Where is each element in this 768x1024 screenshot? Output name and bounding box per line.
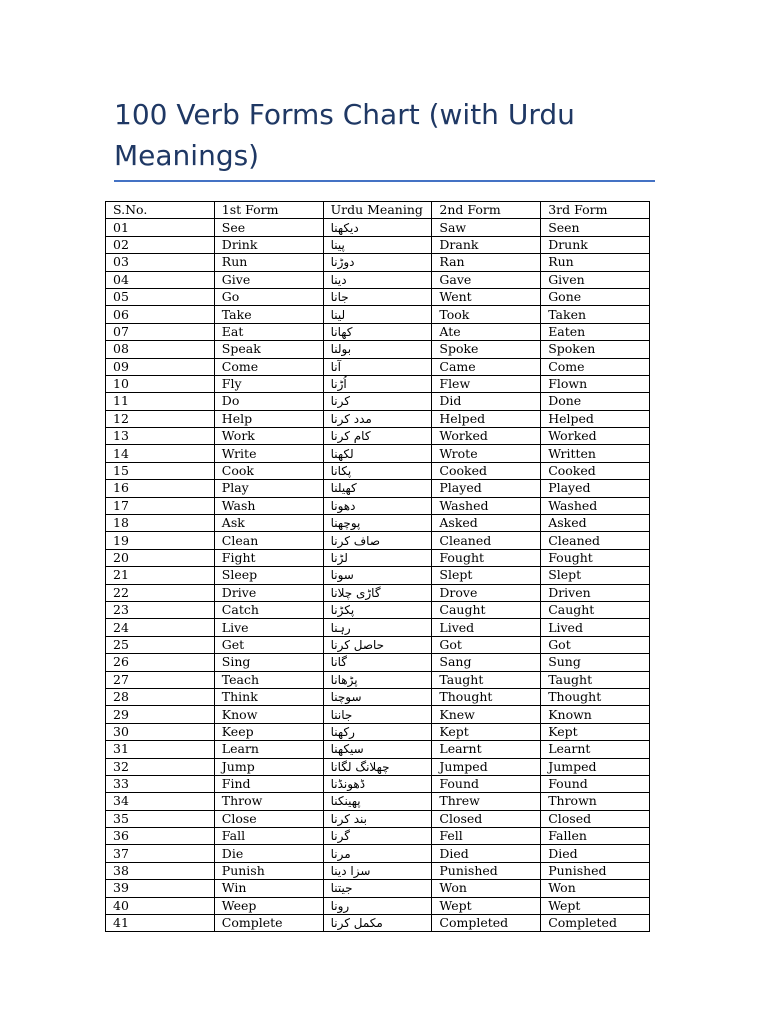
urdu-text: رونا — [330, 898, 350, 913]
table-row — [106, 445, 650, 462]
table-row — [106, 862, 650, 879]
cell-third-form: Cleaned — [541, 532, 650, 549]
cell-sno: 07 — [106, 323, 215, 340]
cell-third-form: Kept — [541, 723, 650, 740]
cell-urdu-meaning — [323, 897, 432, 914]
table-row — [106, 497, 650, 514]
cell-second-form: Did — [432, 393, 541, 410]
cell-third-form: Run — [541, 254, 650, 271]
cell-urdu-meaning — [323, 515, 432, 532]
cell-third-form: Given — [541, 271, 650, 288]
table-row — [106, 219, 650, 236]
cell-first-form: Ask — [214, 515, 323, 532]
cell-urdu-meaning — [323, 741, 432, 758]
urdu-text: کرنا — [330, 394, 350, 409]
cell-third-form: Worked — [541, 428, 650, 445]
cell-second-form: Cooked — [432, 462, 541, 479]
urdu-text: دوڑنا — [330, 255, 355, 270]
urdu-text: چھلانگ لگانا — [330, 759, 390, 774]
header-second-form: 2nd Form — [432, 202, 541, 219]
cell-urdu-meaning — [323, 306, 432, 323]
header-sno: S.No. — [106, 202, 215, 219]
cell-second-form: Completed — [432, 915, 541, 932]
cell-second-form: Fell — [432, 828, 541, 845]
urdu-text: رہنا — [330, 620, 351, 635]
cell-second-form: Asked — [432, 515, 541, 532]
cell-third-form: Found — [541, 775, 650, 792]
cell-second-form: Played — [432, 480, 541, 497]
cell-first-form: Wash — [214, 497, 323, 514]
cell-urdu-meaning — [323, 671, 432, 688]
cell-urdu-meaning — [323, 775, 432, 792]
cell-first-form: Know — [214, 706, 323, 723]
cell-urdu-meaning — [323, 219, 432, 236]
cell-third-form: Learnt — [541, 741, 650, 758]
cell-sno: 30 — [106, 723, 215, 740]
cell-urdu-meaning — [323, 497, 432, 514]
header-urdu-meaning: Urdu Meaning — [323, 202, 432, 219]
cell-second-form: Died — [432, 845, 541, 862]
cell-second-form: Gave — [432, 271, 541, 288]
cell-sno: 19 — [106, 532, 215, 549]
cell-urdu-meaning — [323, 601, 432, 618]
table-row — [106, 480, 650, 497]
cell-urdu-meaning — [323, 428, 432, 445]
urdu-text: گاڑی چلانا — [330, 585, 381, 600]
cell-urdu-meaning — [323, 706, 432, 723]
cell-urdu-meaning — [323, 723, 432, 740]
urdu-text: کام کرنا — [330, 429, 371, 444]
cell-sno: 12 — [106, 410, 215, 427]
cell-third-form: Taken — [541, 306, 650, 323]
cell-urdu-meaning — [323, 480, 432, 497]
urdu-text: آنا — [330, 359, 341, 374]
cell-third-form: Thrown — [541, 793, 650, 810]
cell-urdu-meaning — [323, 828, 432, 845]
urdu-text: ڈھونڈنا — [330, 777, 366, 792]
cell-first-form: Catch — [214, 601, 323, 618]
cell-urdu-meaning — [323, 584, 432, 601]
cell-first-form: Find — [214, 775, 323, 792]
table-row — [106, 584, 650, 601]
cell-second-form: Got — [432, 636, 541, 653]
cell-urdu-meaning — [323, 880, 432, 897]
cell-first-form: Teach — [214, 671, 323, 688]
cell-sno: 18 — [106, 515, 215, 532]
cell-third-form: Fought — [541, 549, 650, 566]
cell-sno: 36 — [106, 828, 215, 845]
cell-urdu-meaning — [323, 810, 432, 827]
cell-first-form: Get — [214, 636, 323, 653]
cell-first-form: Die — [214, 845, 323, 862]
table-row — [106, 358, 650, 375]
cell-second-form: Ran — [432, 254, 541, 271]
cell-urdu-meaning — [323, 462, 432, 479]
cell-sno: 38 — [106, 862, 215, 879]
cell-second-form: Spoke — [432, 341, 541, 358]
cell-third-form: Played — [541, 480, 650, 497]
cell-third-form: Fallen — [541, 828, 650, 845]
cell-first-form: See — [214, 219, 323, 236]
table-row — [106, 688, 650, 705]
cell-first-form: Come — [214, 358, 323, 375]
cell-first-form: Clean — [214, 532, 323, 549]
urdu-text: سزا دینا — [330, 864, 371, 879]
cell-second-form: Won — [432, 880, 541, 897]
table-row — [106, 619, 650, 636]
cell-second-form: Knew — [432, 706, 541, 723]
table-row — [106, 375, 650, 392]
table-row — [106, 723, 650, 740]
cell-sno: 35 — [106, 810, 215, 827]
cell-urdu-meaning — [323, 323, 432, 340]
urdu-text: مرنا — [330, 846, 351, 861]
cell-second-form: Saw — [432, 219, 541, 236]
cell-sno: 20 — [106, 549, 215, 566]
cell-third-form: Closed — [541, 810, 650, 827]
cell-first-form: Live — [214, 619, 323, 636]
cell-urdu-meaning — [323, 375, 432, 392]
cell-sno: 15 — [106, 462, 215, 479]
cell-second-form: Learnt — [432, 741, 541, 758]
cell-first-form: Fight — [214, 549, 323, 566]
cell-sno: 31 — [106, 741, 215, 758]
cell-third-form: Died — [541, 845, 650, 862]
cell-third-form: Helped — [541, 410, 650, 427]
cell-urdu-meaning — [323, 758, 432, 775]
cell-third-form: Eaten — [541, 323, 650, 340]
urdu-text: لکھنا — [330, 446, 354, 461]
cell-sno: 24 — [106, 619, 215, 636]
urdu-text: دھونا — [330, 498, 356, 513]
cell-second-form: Washed — [432, 497, 541, 514]
cell-first-form: Weep — [214, 897, 323, 914]
urdu-text: دیکھنا — [330, 220, 359, 235]
cell-first-form: Write — [214, 445, 323, 462]
cell-second-form: Sang — [432, 654, 541, 671]
cell-first-form: Drive — [214, 584, 323, 601]
header-first-form: 1st Form — [214, 202, 323, 219]
cell-urdu-meaning — [323, 410, 432, 427]
cell-sno: 13 — [106, 428, 215, 445]
cell-first-form: Take — [214, 306, 323, 323]
table-row — [106, 410, 650, 427]
cell-first-form: Eat — [214, 323, 323, 340]
table-row — [106, 654, 650, 671]
cell-third-form: Written — [541, 445, 650, 462]
cell-first-form: Fly — [214, 375, 323, 392]
cell-third-form: Spoken — [541, 341, 650, 358]
table-row — [106, 793, 650, 810]
cell-sno: 06 — [106, 306, 215, 323]
cell-second-form: Thought — [432, 688, 541, 705]
cell-second-form: Cleaned — [432, 532, 541, 549]
cell-third-form: Known — [541, 706, 650, 723]
cell-sno: 27 — [106, 671, 215, 688]
urdu-text: پوچھنا — [330, 516, 361, 531]
cell-urdu-meaning — [323, 567, 432, 584]
urdu-text: گرنا — [330, 829, 350, 844]
cell-first-form: Punish — [214, 862, 323, 879]
cell-second-form: Came — [432, 358, 541, 375]
urdu-text: گانا — [330, 655, 347, 670]
cell-first-form: Sleep — [214, 567, 323, 584]
cell-third-form: Sung — [541, 654, 650, 671]
urdu-text: جاننا — [330, 707, 353, 722]
cell-first-form: Do — [214, 393, 323, 410]
table-row — [106, 741, 650, 758]
header-third-form: 3rd Form — [541, 202, 650, 219]
cell-first-form: Work — [214, 428, 323, 445]
cell-sno: 22 — [106, 584, 215, 601]
cell-second-form: Took — [432, 306, 541, 323]
cell-first-form: Play — [214, 480, 323, 497]
urdu-text: مکمل کرنا — [330, 916, 383, 931]
table-header-row — [106, 202, 650, 219]
cell-first-form: Give — [214, 271, 323, 288]
cell-urdu-meaning — [323, 549, 432, 566]
cell-urdu-meaning — [323, 288, 432, 305]
table-row — [106, 636, 650, 653]
cell-urdu-meaning — [323, 254, 432, 271]
cell-first-form: Help — [214, 410, 323, 427]
cell-sno: 25 — [106, 636, 215, 653]
cell-sno: 37 — [106, 845, 215, 862]
cell-sno: 32 — [106, 758, 215, 775]
cell-third-form: Lived — [541, 619, 650, 636]
cell-second-form: Kept — [432, 723, 541, 740]
cell-first-form: Go — [214, 288, 323, 305]
cell-third-form: Wept — [541, 897, 650, 914]
cell-third-form: Washed — [541, 497, 650, 514]
cell-urdu-meaning — [323, 915, 432, 932]
cell-urdu-meaning — [323, 793, 432, 810]
table-row — [106, 567, 650, 584]
urdu-text: لڑنا — [330, 551, 348, 565]
cell-sno: 41 — [106, 915, 215, 932]
urdu-text: کھیلنا — [330, 481, 357, 496]
cell-third-form: Completed — [541, 915, 650, 932]
cell-urdu-meaning — [323, 358, 432, 375]
cell-sno: 02 — [106, 236, 215, 253]
cell-second-form: Threw — [432, 793, 541, 810]
urdu-text: پھینکنا — [330, 794, 361, 809]
cell-third-form: Seen — [541, 219, 650, 236]
cell-sno: 16 — [106, 480, 215, 497]
cell-sno: 03 — [106, 254, 215, 271]
cell-urdu-meaning — [323, 654, 432, 671]
table-row — [106, 671, 650, 688]
cell-first-form: Complete — [214, 915, 323, 932]
cell-sno: 39 — [106, 880, 215, 897]
cell-sno: 34 — [106, 793, 215, 810]
cell-second-form: Punished — [432, 862, 541, 879]
cell-first-form: Win — [214, 880, 323, 897]
table-row — [106, 428, 650, 445]
table-row — [106, 341, 650, 358]
cell-third-form: Punished — [541, 862, 650, 879]
cell-third-form: Taught — [541, 671, 650, 688]
table-body — [106, 219, 650, 932]
cell-urdu-meaning — [323, 445, 432, 462]
cell-sno: 28 — [106, 688, 215, 705]
document-title: 100 Verb Forms Chart (with Urdu Meanings) — [114, 98, 575, 172]
cell-sno: 09 — [106, 358, 215, 375]
urdu-text: جانا — [330, 290, 349, 305]
cell-third-form: Thought — [541, 688, 650, 705]
table-row — [106, 601, 650, 618]
table-row — [106, 810, 650, 827]
cell-third-form: Cooked — [541, 462, 650, 479]
cell-second-form: Jumped — [432, 758, 541, 775]
urdu-text: پڑھانا — [330, 672, 358, 687]
table-row — [106, 706, 650, 723]
cell-third-form: Driven — [541, 584, 650, 601]
cell-third-form: Asked — [541, 515, 650, 532]
cell-second-form: Flew — [432, 375, 541, 392]
cell-first-form: Fall — [214, 828, 323, 845]
cell-sno: 40 — [106, 897, 215, 914]
cell-first-form: Think — [214, 688, 323, 705]
cell-second-form: Found — [432, 775, 541, 792]
table-row — [106, 288, 650, 305]
table-row — [106, 828, 650, 845]
cell-second-form: Drank — [432, 236, 541, 253]
cell-first-form: Drink — [214, 236, 323, 253]
urdu-text: بند کرنا — [330, 811, 367, 826]
cell-urdu-meaning — [323, 393, 432, 410]
cell-sno: 04 — [106, 271, 215, 288]
cell-urdu-meaning — [323, 845, 432, 862]
cell-sno: 23 — [106, 601, 215, 618]
urdu-text: لینا — [330, 307, 346, 322]
cell-first-form: Speak — [214, 341, 323, 358]
table-row — [106, 306, 650, 323]
cell-sno: 01 — [106, 219, 215, 236]
urdu-text: اُڑنا — [330, 377, 347, 392]
cell-sno: 05 — [106, 288, 215, 305]
urdu-text: سونا — [330, 568, 354, 583]
urdu-text: دینا — [330, 272, 347, 287]
cell-first-form: Close — [214, 810, 323, 827]
cell-sno: 10 — [106, 375, 215, 392]
cell-first-form: Run — [214, 254, 323, 271]
cell-first-form: Learn — [214, 741, 323, 758]
table-row — [106, 323, 650, 340]
urdu-text: پکانا — [330, 464, 352, 479]
cell-second-form: Slept — [432, 567, 541, 584]
cell-first-form: Jump — [214, 758, 323, 775]
urdu-text: سوچنا — [330, 690, 362, 705]
table-row — [106, 271, 650, 288]
cell-second-form: Ate — [432, 323, 541, 340]
urdu-text: جیتنا — [330, 881, 353, 896]
cell-second-form: Caught — [432, 601, 541, 618]
urdu-text: مدد کرنا — [330, 411, 372, 426]
urdu-text: سیکھنا — [330, 742, 364, 757]
cell-third-form: Drunk — [541, 236, 650, 253]
urdu-text: رکھنا — [330, 724, 355, 739]
cell-urdu-meaning — [323, 271, 432, 288]
cell-second-form: Wept — [432, 897, 541, 914]
cell-second-form: Helped — [432, 410, 541, 427]
title-underline — [114, 180, 655, 182]
cell-first-form: Keep — [214, 723, 323, 740]
cell-sno: 14 — [106, 445, 215, 462]
cell-third-form: Won — [541, 880, 650, 897]
table-row — [106, 532, 650, 549]
cell-third-form: Done — [541, 393, 650, 410]
table-row — [106, 845, 650, 862]
cell-third-form: Caught — [541, 601, 650, 618]
table-row — [106, 515, 650, 532]
cell-first-form: Sing — [214, 654, 323, 671]
urdu-text: پکڑنا — [330, 603, 355, 618]
urdu-text: بولنا — [330, 342, 352, 357]
table-row — [106, 775, 650, 792]
cell-third-form: Gone — [541, 288, 650, 305]
cell-first-form: Cook — [214, 462, 323, 479]
cell-sno: 33 — [106, 775, 215, 792]
urdu-text: حاصل کرنا — [330, 637, 385, 652]
cell-second-form: Lived — [432, 619, 541, 636]
cell-third-form: Flown — [541, 375, 650, 392]
table-row — [106, 897, 650, 914]
cell-second-form: Taught — [432, 671, 541, 688]
table-row — [106, 462, 650, 479]
cell-sno: 21 — [106, 567, 215, 584]
table-row — [106, 254, 650, 271]
cell-sno: 26 — [106, 654, 215, 671]
table-row — [106, 915, 650, 932]
cell-urdu-meaning — [323, 236, 432, 253]
cell-sno: 08 — [106, 341, 215, 358]
urdu-text: صاف کرنا — [330, 533, 381, 548]
cell-third-form: Come — [541, 358, 650, 375]
verb-forms-table — [105, 201, 650, 932]
cell-urdu-meaning — [323, 636, 432, 653]
table-row — [106, 758, 650, 775]
cell-urdu-meaning — [323, 532, 432, 549]
table-row — [106, 393, 650, 410]
cell-urdu-meaning — [323, 688, 432, 705]
cell-first-form: Throw — [214, 793, 323, 810]
cell-third-form: Got — [541, 636, 650, 653]
cell-second-form: Wrote — [432, 445, 541, 462]
cell-urdu-meaning — [323, 619, 432, 636]
cell-sno: 29 — [106, 706, 215, 723]
cell-urdu-meaning — [323, 341, 432, 358]
cell-second-form: Closed — [432, 810, 541, 827]
table-row — [106, 236, 650, 253]
cell-second-form: Went — [432, 288, 541, 305]
cell-urdu-meaning — [323, 862, 432, 879]
urdu-text: پینا — [330, 237, 345, 252]
urdu-text: کھانا — [330, 324, 353, 339]
table-row — [106, 880, 650, 897]
cell-second-form: Fought — [432, 549, 541, 566]
cell-second-form: Drove — [432, 584, 541, 601]
cell-third-form: Jumped — [541, 758, 650, 775]
table-row — [106, 549, 650, 566]
cell-sno: 11 — [106, 393, 215, 410]
cell-second-form: Worked — [432, 428, 541, 445]
cell-sno: 17 — [106, 497, 215, 514]
cell-third-form: Slept — [541, 567, 650, 584]
